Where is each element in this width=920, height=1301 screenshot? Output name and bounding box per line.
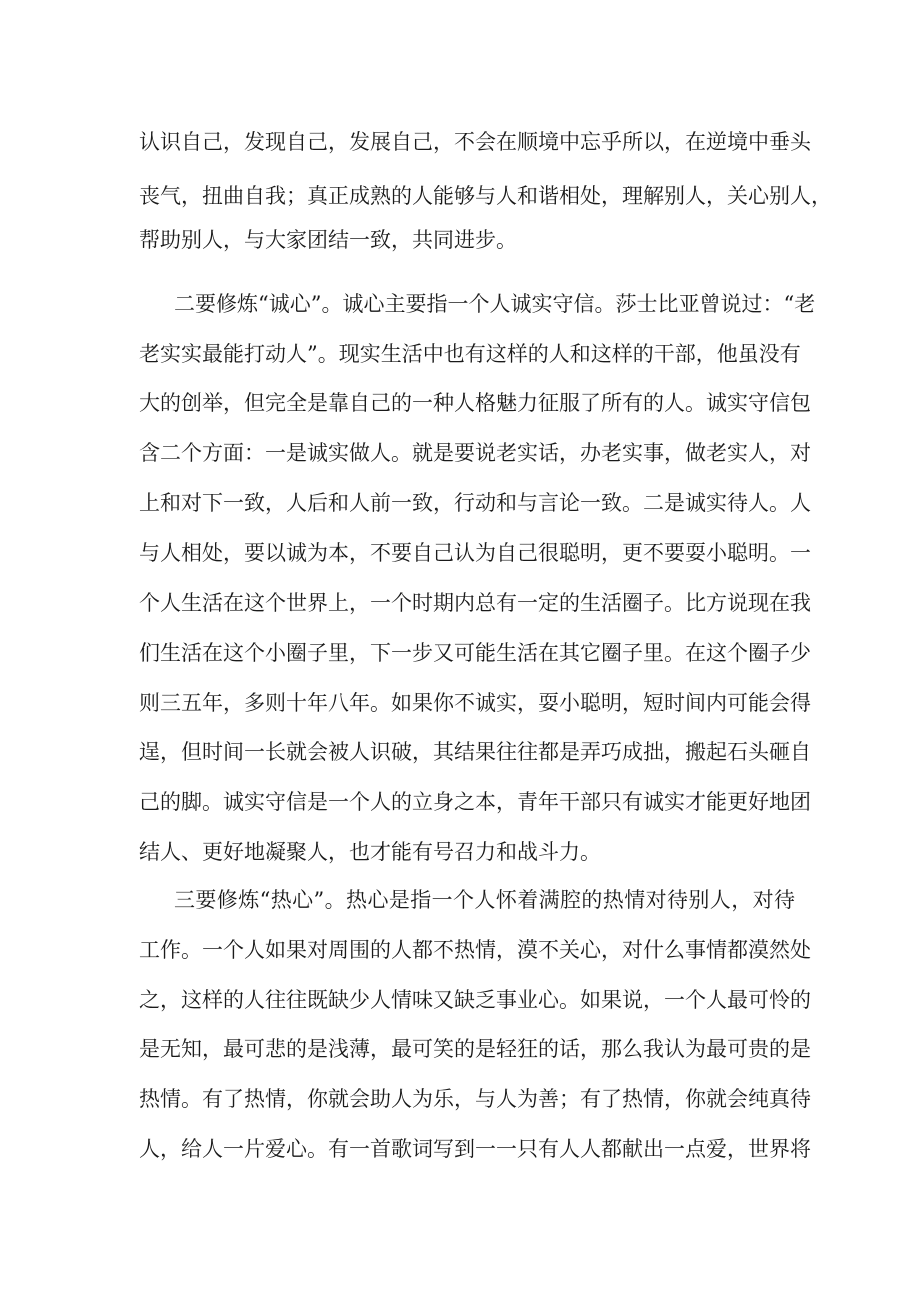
paragraph-3-line-4: 是无知，最可悲的是浅薄，最可笑的是轻狂的话，那么我认为最可贵的是 [139,1037,811,1061]
paragraph-2-line-8: 们生活在这个小圈子里，下一步又可能生活在其它圈子里。在这个圈子少 [139,641,811,665]
paragraph-1-line-3: 帮助别人，与大家团结一致，共同进步。 [139,228,517,252]
paragraph-1-line-2: 丧气，扭曲自我；真正成熟的人能够与人和谐相处，理解别人，关心别人， [139,184,832,208]
paragraph-3-line-6: 人，给人一片爱心。有一首歌词写到一一只有人人都献出一点爱，世界将 [139,1137,811,1161]
paragraph-2-line-4: 含二个方面：一是诚实做人。就是要说老实话，办老实事，做老实人，对 [139,441,811,465]
paragraph-2-line-2: 老实实最能打动人”。现实生活中也有这样的人和这样的干部，他虽没有 [139,342,801,366]
paragraph-1-line-1: 认识自己，发现自己，发展自己，不会在顺境中忘乎所以，在逆境中垂头 [139,130,811,154]
paragraph-3-line-1: 三要修炼“热心”。热心是指一个人怀着满腔的热情对待别人，对待 [174,888,795,912]
paragraph-2-line-1: 二要修炼“诚心”。诚心主要指一个人诚实守信。莎士比亚曾说过：“老 [174,292,816,316]
paragraph-3-line-3: 之，这样的人往往既缺少人情味又缺乏事业心。如果说，一个人最可怜的 [139,988,811,1012]
paragraph-2-line-12: 结人、更好地凝聚人，也才能有号召力和战斗力。 [139,840,601,864]
paragraph-3-line-2: 工作。一个人如果对周围的人都不热情，漠不关心，对什么事情都漠然处 [139,938,811,962]
paragraph-2-line-5: 上和对下一致，人后和人前一致，行动和与言论一致。二是诚实待人。人 [139,491,811,515]
paragraph-3-line-5: 热情。有了热情，你就会助人为乐，与人为善；有了热情，你就会纯真待 [139,1087,811,1111]
paragraph-2-line-10: 逞，但时间一长就会被人识破，其结果往往都是弄巧成拙，搬起石头砸自 [139,740,811,764]
paragraph-2-line-9: 则三五年，多则十年八年。如果你不诚实，耍小聪明，短时间内可能会得 [139,691,811,715]
paragraph-2-line-6: 与人相处，要以诚为本，不要自己认为自己很聪明，更不要耍小聪明。一 [139,541,811,565]
paragraph-2-line-7: 个人生活在这个世界上，一个时期内总有一定的生活圈子。比方说现在我 [139,591,811,615]
paragraph-2-line-11: 己的脚。诚实守信是一个人的立身之本，青年干部只有诚实才能更好地团 [139,790,811,814]
paragraph-2-line-3: 大的创举，但完全是靠自己的一种人格魅力征服了所有的人。诚实守信包 [139,391,811,415]
